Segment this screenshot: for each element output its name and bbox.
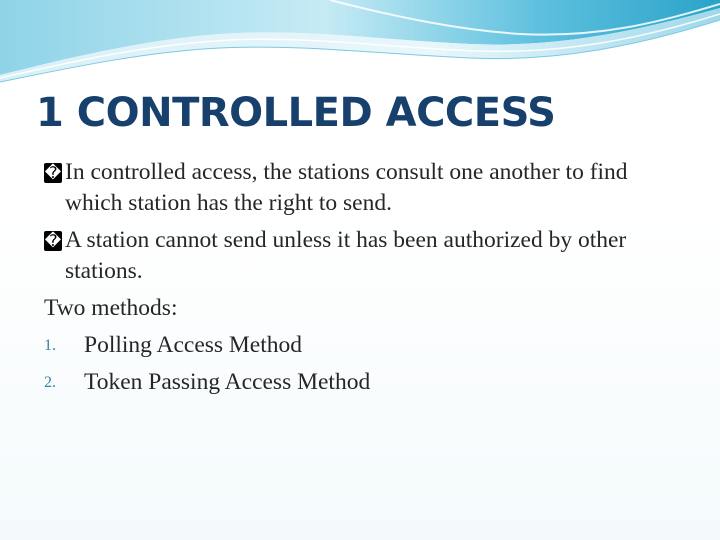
missing-glyph-bullet-icon: � (44, 163, 62, 182)
method-number: 2. (44, 374, 56, 391)
methods-intro: Two methods: (44, 295, 178, 321)
bullet-text: In controlled access, the stations consult one another to find which station has the right to send. (65, 159, 628, 216)
method-number: 1. (44, 337, 56, 354)
method-item (44, 330, 684, 361)
bullet-text: A station cannot send unless it has been authorized by other stations. (65, 227, 627, 284)
bullet-item (44, 157, 684, 219)
slide-body (44, 157, 684, 404)
missing-glyph-bullet-icon: � (44, 231, 62, 250)
slide-title: 1 CONTROLLED ACCESS (36, 90, 556, 136)
bullet-item (44, 225, 684, 287)
method-item (44, 367, 684, 398)
method-text: Polling Access Method (84, 332, 303, 358)
method-text: Token Passing Access Method (84, 369, 371, 395)
